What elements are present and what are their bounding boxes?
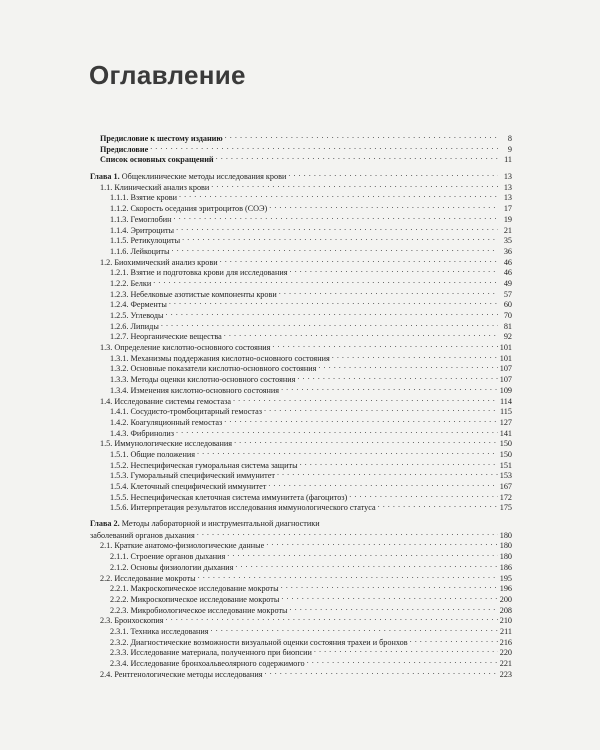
toc-page-number: 153 [499, 471, 512, 481]
toc-entry-title: 2.2.3. Микробиологическое исследование мокроты [110, 605, 288, 615]
toc-leader-dots [290, 605, 498, 613]
toc-entry-title [90, 519, 320, 530]
toc-page-number: 200 [499, 594, 512, 604]
toc-page-number: 221 [499, 659, 512, 668]
toc-page-number: 46 [503, 268, 512, 278]
toc-leader-dots [179, 192, 498, 200]
toc-entry[interactable] [90, 257, 512, 268]
toc-leader-dots [235, 562, 497, 570]
toc-page-number: 127 [499, 417, 512, 427]
toc-page-number: 196 [499, 584, 512, 594]
toc-entry[interactable] [90, 502, 512, 513]
toc-entry[interactable] [90, 583, 512, 594]
toc-entry-title: 2.2.2. Микроскопическое исследование мокроты [110, 594, 280, 604]
toc-entry[interactable] [90, 428, 512, 439]
toc-page-number: 186 [499, 562, 512, 572]
toc-entry-title: 2.3.1. Техника исследования [110, 626, 209, 636]
toc-leader-dots [300, 460, 498, 468]
toc-leader-dots [314, 647, 498, 655]
toc-entry[interactable] [90, 658, 512, 669]
toc-entry[interactable] [90, 615, 512, 626]
toc-entry-title: 1.5. Иммунологические исследования [100, 439, 233, 449]
toc-page-number: 195 [499, 573, 512, 583]
toc-entry[interactable] [90, 171, 512, 182]
toc-entry-title: 1.2.6. Липиды [110, 321, 159, 331]
toc-leader-dots [234, 438, 498, 446]
toc-entry[interactable] [90, 605, 512, 616]
toc-page-number: 114 [500, 396, 512, 406]
toc-entry[interactable] [90, 363, 512, 374]
toc-leader-dots [150, 144, 498, 152]
toc-page-number: 115 [500, 407, 512, 417]
toc-entry[interactable] [90, 225, 512, 236]
toc-entry[interactable] [90, 669, 512, 680]
toc-leader-dots [332, 353, 498, 361]
toc-entry[interactable] [90, 278, 512, 289]
toc-entry[interactable] [90, 246, 512, 257]
toc-entry-title: 2.3.2. Диагностические возможности визуальной оценки состояния трахеи и бронхов [110, 637, 408, 647]
toc-entry-title: 1.1.3. Гемоглобин [110, 214, 172, 224]
toc-page-number: 19 [503, 214, 512, 224]
toc-page-number: 208 [499, 605, 512, 615]
toc-entry-title: 1.4.3. Фибринолиз [110, 428, 175, 438]
toc-entry[interactable] [90, 133, 512, 144]
toc-page-number: 180 [499, 530, 512, 540]
toc-page-number: 141 [499, 428, 512, 438]
toc-entry[interactable] [90, 637, 512, 648]
toc-entry-title: 2.3.3. Исследование материала, полученного при биопсии [110, 648, 312, 658]
toc-page-number: 21 [503, 225, 512, 235]
toc-page-number: 35 [503, 236, 512, 246]
toc-entry[interactable] [90, 573, 512, 584]
toc-entry[interactable] [90, 438, 512, 449]
toc-page-number: 8 [507, 134, 512, 143]
toc-entry-title: 1.2.5. Углеводы [110, 311, 164, 320]
toc-entry[interactable] [90, 449, 512, 460]
toc-leader-dots [233, 396, 498, 404]
toc-leader-dots [264, 669, 497, 677]
toc-page-number: 57 [503, 289, 512, 299]
toc-entry[interactable] [90, 267, 512, 278]
toc-entry-title: 1.4. Исследование системы гемостаза [100, 396, 231, 406]
toc-page-number: 220 [499, 648, 512, 658]
toc-entry-title: 2.1.2. Основы физиологии дыхания [110, 562, 234, 572]
toc-entry-title: 1.1.1. Взятие крови [110, 193, 177, 203]
toc-entry[interactable] [90, 374, 512, 385]
toc-page-number: 150 [499, 439, 512, 449]
toc-leader-dots [281, 385, 498, 393]
toc-leader-dots [161, 321, 498, 329]
toc-entry[interactable] [90, 540, 512, 551]
toc-entry-title: 1.5.2. Неспецифическая гуморальная система защиты [110, 460, 298, 470]
toc-chapter-label: Глава 2. [90, 519, 120, 529]
toc-entry[interactable] [90, 551, 512, 562]
toc-entry-title: 1.5.6. Интерпретация результатов исследования иммунологического статуса [110, 503, 376, 513]
toc-leader-dots [176, 428, 498, 436]
toc-entry[interactable] [90, 417, 512, 428]
toc-leader-dots [166, 615, 498, 623]
toc-entry-title: 2.3. Бронхоскопия [100, 616, 164, 626]
toc-page-number: 70 [503, 311, 512, 320]
toc-entry[interactable] [90, 406, 512, 417]
toc-entry[interactable] [90, 342, 512, 353]
toc-chapter-title: Методы лабораторной и инструментальной диагностики [119, 519, 320, 529]
toc-entry-title: 1.1.4. Эритроциты [110, 225, 175, 235]
toc-page-number: 36 [503, 246, 512, 256]
toc-entry[interactable] [90, 353, 512, 364]
toc-page-number: 175 [499, 503, 512, 513]
toc-entry[interactable] [90, 396, 512, 407]
table-of-contents [90, 133, 512, 679]
toc-page-number: 180 [499, 541, 512, 551]
toc-leader-dots [198, 573, 498, 581]
toc-leader-dots [220, 257, 498, 265]
toc-page-number: 101 [499, 353, 512, 363]
toc-leader-dots [281, 594, 497, 602]
toc-entry-title: 2.4. Рентгенологические методы исследования [100, 669, 263, 679]
toc-entry-title: 1.3.3. Методы оценки кислотно-основного состояния [110, 375, 296, 385]
toc-leader-dots [264, 406, 498, 414]
toc-entry-title: 1.2.1. Взятие и подготовка крови для исследования [110, 268, 288, 278]
toc-leader-dots [169, 299, 498, 307]
toc-leader-dots [197, 530, 498, 538]
toc-entry-title: Предисловие к шестому изданию [100, 134, 223, 143]
toc-leader-dots [166, 310, 498, 318]
toc-page-number: 46 [503, 257, 512, 267]
toc-page-number: 109 [499, 385, 512, 395]
toc-entry-title: 1.1. Клинический анализ крови [100, 182, 210, 192]
toc-entry-title: 1.3.1. Механизмы поддержания кислотно-основного состояния [110, 353, 330, 363]
toc-entry-title: 2.2. Исследование мокроты [100, 573, 196, 583]
toc-leader-dots [197, 449, 498, 457]
toc-leader-dots [297, 374, 497, 382]
toc-entry[interactable] [90, 481, 512, 492]
toc-entry[interactable] [90, 310, 512, 321]
toc-page-number: 92 [503, 332, 512, 342]
toc-entry[interactable] [90, 289, 512, 300]
toc-entry-title: 1.3.4. Изменения кислотно-основного состояния [110, 385, 280, 395]
toc-entry-title: 1.1.5. Ретикулоциты [110, 236, 181, 246]
toc-leader-dots [289, 267, 498, 275]
toc-entry-title: 1.3.2. Основные показатели кислотно-основного состояния [110, 364, 317, 374]
toc-page-number: 180 [499, 552, 512, 562]
toc-entry-title: заболеваний органов дыхания [90, 530, 195, 540]
toc-page-number: 17 [503, 204, 512, 214]
toc-leader-dots [281, 583, 498, 591]
toc-leader-dots [318, 363, 497, 371]
toc-page-number: 13 [503, 193, 512, 203]
toc-leader-dots [227, 551, 497, 559]
toc-page-number: 167 [499, 482, 512, 491]
toc-entry[interactable] [90, 192, 512, 203]
toc-entry-title: 1.4.1. Сосудисто-тромбоцитарный гемостаз [110, 407, 262, 417]
toc-page-number: 60 [503, 300, 512, 310]
page-title: Оглавление [89, 60, 246, 90]
toc-leader-dots [410, 637, 498, 645]
toc-entry[interactable] [90, 203, 512, 214]
toc-chapter-label: Глава 1. [90, 172, 120, 182]
toc-entry[interactable] [90, 321, 512, 332]
toc-entry-title: 1.2.7. Неорганические вещества [110, 332, 222, 342]
toc-entry-title: Предисловие [100, 144, 149, 154]
toc-entry[interactable] [90, 492, 512, 503]
toc-entry[interactable] [90, 594, 512, 605]
toc-leader-dots [269, 203, 498, 211]
toc-page-number: 150 [499, 449, 512, 459]
toc-entry-title: 1.5.3. Гуморальный специфический иммунитет [110, 471, 275, 481]
toc-leader-dots [277, 470, 498, 478]
toc-entry[interactable] [90, 144, 512, 155]
toc-entry-title: 1.1.2. Скорость оседания эритроцитов (СОЭ) [110, 204, 268, 214]
toc-leader-dots [216, 154, 498, 162]
toc-leader-dots [171, 246, 498, 254]
toc-page-number: 210 [499, 616, 512, 626]
toc-leader-dots [182, 235, 498, 243]
toc-leader-dots [272, 342, 497, 350]
toc-entry[interactable] [90, 235, 512, 246]
toc-page-number: 9 [507, 144, 512, 154]
toc-page-number: 13 [503, 172, 512, 182]
toc-entry-title: 1.2.2. Белки [110, 278, 152, 288]
toc-entry-title: 1.5.1. Общие положения [110, 449, 195, 459]
toc-page-number: 107 [499, 375, 512, 385]
toc-entry-title: Список основных сокращений [100, 155, 214, 165]
toc-entry[interactable] [90, 562, 512, 573]
toc-page-number: 107 [499, 364, 512, 374]
toc-entry[interactable] [90, 460, 512, 471]
toc-leader-dots [211, 626, 498, 634]
toc-leader-dots [307, 658, 498, 666]
toc-page-number: 151 [499, 460, 512, 470]
toc-entry-title: 1.4.2. Коагуляционный гемостаз [110, 417, 223, 427]
toc-entry[interactable] [90, 647, 512, 658]
toc-entry[interactable] [90, 385, 512, 396]
toc-leader-dots [224, 417, 497, 425]
toc-leader-dots [378, 502, 498, 510]
toc-leader-dots [211, 182, 498, 190]
toc-page-number: 81 [503, 321, 512, 331]
toc-entry[interactable] [90, 470, 512, 481]
toc-chapter-title: Общеклинические методы исследования крови [119, 172, 287, 182]
toc-entry-title: 2.1. Краткие анатомо-физиологические данные [100, 541, 265, 551]
toc-entry[interactable] [90, 626, 512, 637]
toc-entry[interactable] [90, 182, 512, 193]
toc-entry-title: 2.1.1. Строение органов дыхания [110, 552, 226, 562]
toc-entry-title: 1.1.6. Лейкоциты [110, 246, 170, 256]
toc-leader-dots [225, 133, 498, 141]
toc-entry[interactable] [90, 530, 512, 541]
toc-page-number: 11 [504, 155, 512, 165]
toc-leader-dots [224, 331, 498, 339]
toc-entry[interactable] [90, 299, 512, 310]
toc-leader-dots [268, 481, 497, 489]
toc-leader-dots [349, 492, 497, 500]
toc-entry[interactable] [90, 519, 512, 530]
toc-entry-title: 1.3. Определение кислотно-основного состояния [100, 343, 271, 353]
toc-entry[interactable] [90, 214, 512, 225]
toc-page-number: 13 [503, 182, 512, 192]
toc-entry-title: 1.2. Биохимический анализ крови [100, 257, 218, 267]
toc-leader-dots [279, 289, 498, 297]
toc-page-number: 216 [499, 637, 512, 647]
toc-page-number: 172 [499, 492, 512, 502]
toc-page-number: 49 [503, 278, 512, 288]
toc-leader-dots [174, 214, 498, 222]
toc-entry-title: 1.5.5. Неспецифическая клеточная система иммунитета (фагоцитоз) [110, 492, 348, 502]
toc-entry-title: 1.5.4. Клеточный специфический иммунитет [110, 482, 267, 491]
toc-leader-dots [288, 171, 498, 179]
toc-entry-title: 2.2.1. Макроскопическое исследование мокроты [110, 584, 279, 594]
toc-entry-title: 1.2.3. Небелковые азотистые компоненты крови [110, 289, 277, 299]
toc-page-number: 223 [499, 669, 512, 679]
toc-entry[interactable] [90, 154, 512, 165]
toc-page-number: 101 [499, 343, 512, 353]
toc-entry-title: 1.2.4. Ферменты [110, 300, 167, 310]
toc-page-number: 211 [500, 626, 512, 636]
toc-entry-title: 2.3.4. Исследование бронхоальвеолярного содержимого [110, 659, 305, 668]
toc-entry[interactable] [90, 331, 512, 342]
toc-leader-dots [153, 278, 498, 286]
toc-leader-dots [266, 540, 497, 548]
toc-leader-dots [176, 225, 498, 233]
